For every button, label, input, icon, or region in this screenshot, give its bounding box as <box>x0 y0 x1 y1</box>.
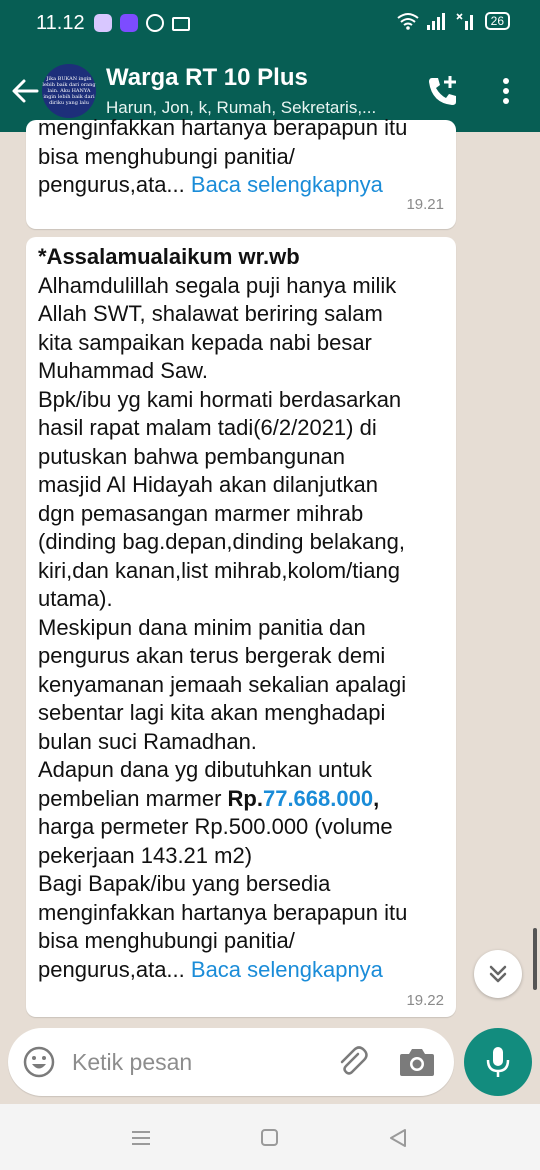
amount-link[interactable]: 77.668.000 <box>262 785 374 811</box>
message-heading: *Assalamualaikum wr.wb <box>38 244 300 269</box>
chat-area[interactable] <box>0 115 540 1032</box>
scroll-to-bottom-button[interactable] <box>474 950 522 998</box>
amount-suffix: , <box>373 785 380 811</box>
wifi-icon <box>397 12 419 30</box>
double-chevron-down-icon <box>487 963 509 985</box>
message-body: harga permeter Rp.500.000 (volume pekerjaan 143.21 m2) Bagi Bapak/ibu yang bersedia menginfakkan hartanya berapapun itu bisa menghubungi panitia/ pengurus,ata... <box>38 814 408 982</box>
system-navigation-bar <box>0 1104 540 1170</box>
message-bubble[interactable] <box>26 115 456 229</box>
status-time: 11.12 <box>36 12 85 34</box>
avatar-text: Jika BUKAN ingin lebih baik dari orang lain. Aku HANYA ingin lebih baik dari diriku yang lalu <box>42 76 96 106</box>
app-notification-icon <box>120 14 138 32</box>
message-text <box>38 243 448 984</box>
read-more-link[interactable]: Baca selengkapnya <box>190 172 383 197</box>
message-line: pengurus,ata... <box>38 172 191 197</box>
amount-prefix: Rp. <box>227 785 263 811</box>
message-line: menginfakkan hartanya berapapun itu <box>38 115 408 140</box>
message-text <box>38 114 448 200</box>
app-notification-icon <box>94 14 112 32</box>
group-name[interactable]: Warga RT 10 Plus <box>106 64 308 91</box>
emoji-icon[interactable] <box>22 1045 56 1079</box>
group-members[interactable]: Harun, Jon, k, Rumah, Sekretaris,... <box>106 98 377 117</box>
signal-icon-sim2 <box>455 12 477 30</box>
battery-indicator: 26 <box>485 12 510 30</box>
message-body: Alhamdulillah segala puji hanya milik Allah SWT, shalawat beriring salam kita sampaikan kepada nabi besar Muhammad Saw. Bpk/ibu yg kami hormati berdasarkan hasil rapat malam tadi(6/2/2021) di putuskan bahwa pembangunan masjid Al Hidayah akan dilanjutkan dgn pemasangan marmer mihrab (dinding bag.depan,dinding belakang, kiri,dan kanan,list mihrab,kolom/tiang utama). Meskipun dana minim panitia dan pengurus akan terus bergerak demi kenyamanan jemaah sekalian apalagi sebentar lagi kita akan menghadapi bulan suci Ramadhan. Adapun dana yg dibutuhkan untuk pembelian marmer <box>38 272 407 811</box>
cast-icon <box>172 17 190 31</box>
home-icon[interactable] <box>261 1129 278 1146</box>
status-bar <box>0 0 540 48</box>
system-back-icon[interactable] <box>388 1128 408 1148</box>
notification-icons <box>94 14 190 32</box>
more-options-icon[interactable] <box>494 76 518 106</box>
read-more-link[interactable]: Baca selengkapnya <box>190 956 383 982</box>
status-indicators <box>397 12 510 30</box>
add-call-icon[interactable] <box>426 74 460 108</box>
message-time: 19.21 <box>406 196 444 213</box>
message-line: bisa menghubungi panitia/ <box>38 143 295 169</box>
browser-notification-icon <box>146 14 164 32</box>
recents-icon[interactable] <box>131 1130 151 1146</box>
microphone-icon <box>485 1045 511 1079</box>
camera-icon[interactable] <box>398 1045 436 1079</box>
voice-record-button[interactable] <box>464 1028 532 1096</box>
attach-icon[interactable] <box>334 1044 370 1080</box>
group-avatar[interactable] <box>42 64 96 118</box>
message-bubble[interactable] <box>26 237 456 1017</box>
scrollbar-handle[interactable] <box>533 928 537 990</box>
message-time: 19.22 <box>406 992 444 1009</box>
back-arrow-icon[interactable] <box>10 76 40 106</box>
message-input[interactable]: Ketik pesan <box>72 1049 193 1075</box>
signal-icon <box>427 12 447 30</box>
message-composer[interactable] <box>8 1028 454 1096</box>
